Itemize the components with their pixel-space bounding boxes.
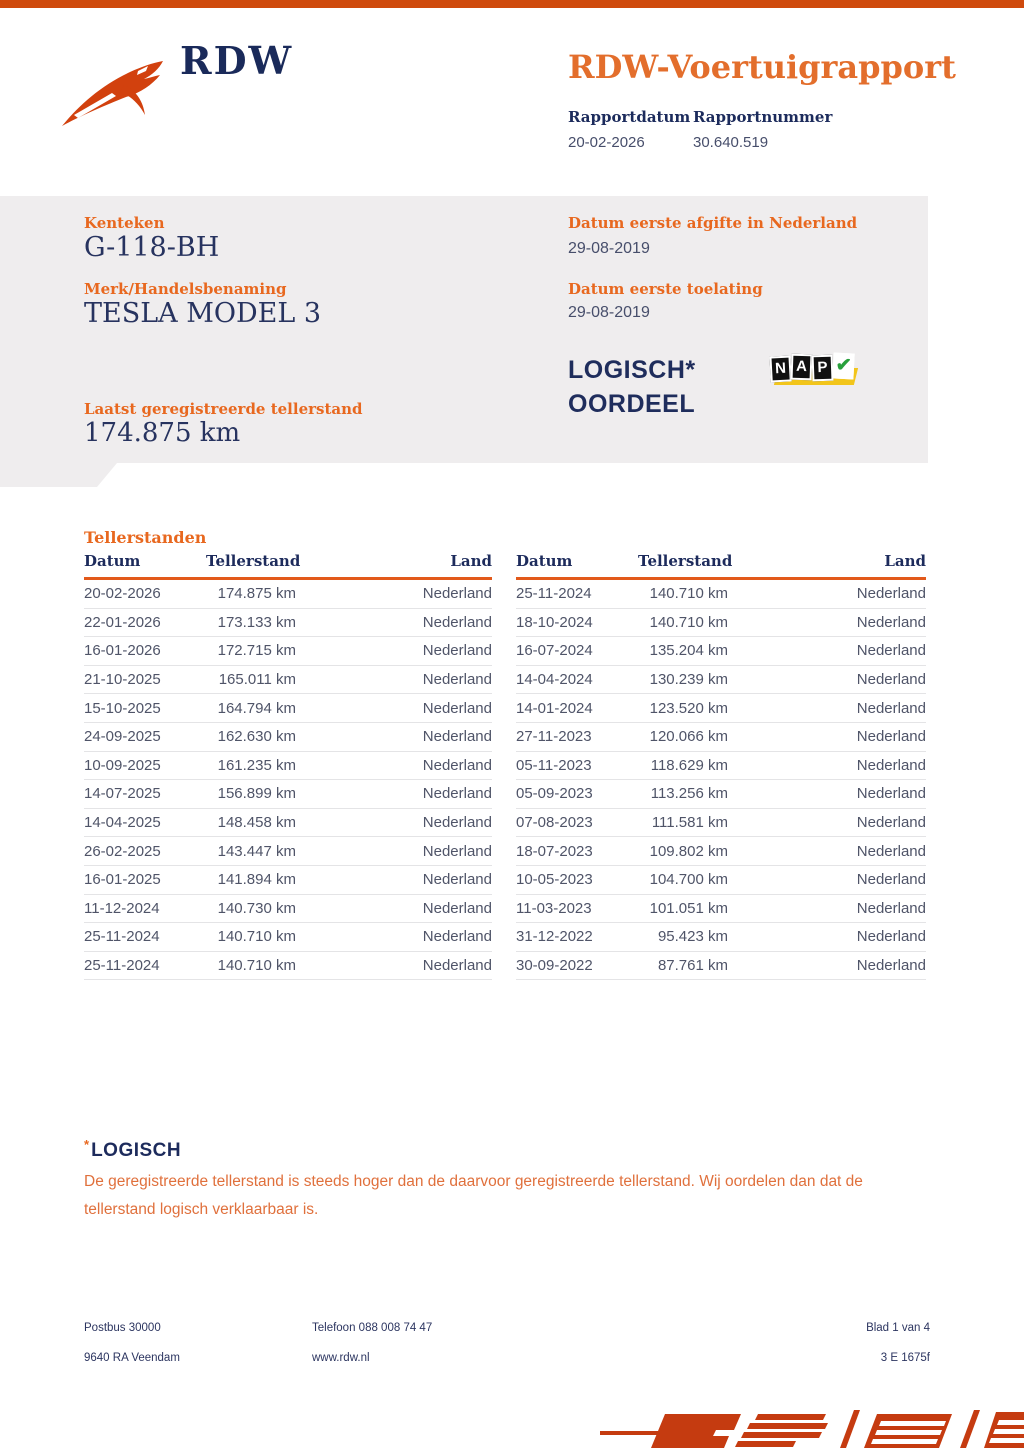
table-row [516, 923, 926, 952]
table-row [516, 694, 926, 723]
cell-datum: 21-10-2025 [84, 671, 161, 689]
cell-datum: 16-07-2024 [516, 642, 593, 660]
cell-land: Nederland [856, 957, 926, 975]
table-row [516, 780, 926, 809]
table-row [84, 609, 492, 638]
report-date-value: 20-02-2026 [568, 134, 645, 151]
cell-datum: 14-01-2024 [516, 699, 593, 717]
footer-phone: Telefoon 088 008 74 47 [312, 1322, 433, 1334]
note-body: De geregistreerde tellerstand is steeds hoger dan de daarvoor geregistreerde tellerstand. Wij oordelen dan dat de tellerstand logisch verklaarbaar is. [84, 1173, 863, 1218]
cell-tellerstand: 130.239 km [649, 671, 728, 689]
cell-land: Nederland [422, 671, 492, 689]
cell-land: Nederland [856, 871, 926, 889]
table-row [84, 952, 492, 981]
report-number-label: Rapportnummer [693, 108, 833, 126]
table-row [516, 952, 926, 981]
cell-land: Nederland [422, 642, 492, 660]
rdw-logo-text: RDW [180, 38, 294, 83]
cell-datum: 27-11-2023 [516, 728, 592, 746]
tellerstanden-table-right [516, 552, 926, 980]
cell-land: Nederland [422, 699, 492, 717]
cell-land: Nederland [856, 756, 926, 774]
table-row [516, 895, 926, 924]
cell-tellerstand: 148.458 km [217, 814, 296, 832]
cell-tellerstand: 123.520 km [649, 699, 728, 717]
cell-land: Nederland [422, 728, 492, 746]
cell-land: Nederland [856, 899, 926, 917]
cell-datum: 05-09-2023 [516, 785, 593, 803]
cell-datum: 15-10-2025 [84, 699, 161, 717]
report-number-value: 30.640.519 [693, 134, 769, 151]
table-row [84, 694, 492, 723]
cell-tellerstand: 164.794 km [217, 699, 296, 717]
cell-datum: 16-01-2026 [84, 642, 161, 660]
cell-land: Nederland [856, 642, 926, 660]
cell-tellerstand: 118.629 km [650, 756, 728, 774]
nap-logo [770, 352, 866, 394]
cell-datum: 25-11-2024 [516, 585, 592, 603]
cell-land: Nederland [422, 585, 492, 603]
cell-datum: 14-07-2025 [84, 785, 161, 803]
toelating-value: 29-08-2019 [568, 304, 650, 321]
cell-land: Nederland [422, 928, 492, 946]
cell-tellerstand: 140.710 km [649, 613, 728, 631]
cell-tellerstand: 174.875 km [217, 585, 296, 603]
cell-datum: 24-09-2025 [84, 728, 161, 746]
cell-datum: 26-02-2025 [84, 842, 161, 860]
cell-land: Nederland [856, 699, 926, 717]
afgifte-value: 29-08-2019 [568, 240, 650, 257]
nap-letter-p: P [812, 355, 834, 382]
table-row [84, 752, 492, 781]
laatste-tellerstand-label: Laatst geregistreerde tellerstand [84, 400, 363, 418]
header-datum: Datum [84, 552, 141, 570]
note-asterisk: * [84, 1137, 90, 1152]
table-row [516, 866, 926, 895]
cell-tellerstand: 141.894 km [217, 871, 296, 889]
table-row [84, 837, 492, 866]
table-row [84, 895, 492, 924]
table-row [84, 666, 492, 695]
cell-tellerstand: 135.204 km [649, 642, 728, 660]
cell-tellerstand: 140.710 km [649, 585, 728, 603]
table-row [516, 637, 926, 666]
table-row [516, 723, 926, 752]
table-row [84, 809, 492, 838]
cell-land: Nederland [856, 842, 926, 860]
note-title: LOGISCH [91, 1140, 182, 1161]
cell-datum: 05-11-2023 [516, 756, 592, 774]
cell-land: Nederland [856, 814, 926, 832]
cell-land: Nederland [422, 756, 492, 774]
cell-land: Nederland [422, 785, 492, 803]
tellerstanden-section-title: Tellerstanden [84, 528, 207, 547]
cell-tellerstand: 156.899 km [217, 785, 296, 803]
cell-tellerstand: 143.447 km [217, 842, 296, 860]
table-row [516, 752, 926, 781]
table-row [84, 923, 492, 952]
merk-value: TESLA MODEL 3 [84, 298, 322, 329]
cell-datum: 11-12-2024 [84, 899, 160, 917]
footer-page-number: Blad 1 van 4 [866, 1322, 930, 1334]
kenteken-value: G-118-BH [84, 232, 220, 263]
cell-tellerstand: 120.066 km [649, 728, 728, 746]
cell-land: Nederland [856, 671, 926, 689]
cell-land: Nederland [422, 899, 492, 917]
nap-check-icon: ✔ [832, 352, 854, 379]
header-datum: Datum [516, 552, 573, 570]
cell-datum: 07-08-2023 [516, 814, 593, 832]
cell-datum: 18-07-2023 [516, 842, 593, 860]
oordeel-line2: OORDEEL [568, 390, 696, 418]
cell-tellerstand: 101.051 km [649, 899, 728, 917]
cell-datum: 20-02-2026 [84, 585, 161, 603]
rdw-logo-icon [58, 52, 170, 130]
cell-land: Nederland [422, 814, 492, 832]
tellerstanden-table-left [84, 552, 492, 980]
table-row [516, 609, 926, 638]
cell-tellerstand: 172.715 km [217, 642, 296, 660]
oordeel-line1: LOGISCH* [568, 356, 696, 384]
cell-datum: 25-11-2024 [84, 928, 160, 946]
note-heading [84, 1137, 181, 1162]
report-date-label: Rapportdatum [568, 108, 691, 126]
table-row [516, 580, 926, 609]
cell-datum: 30-09-2022 [516, 957, 593, 975]
table-row [84, 637, 492, 666]
afgifte-label: Datum eerste afgifte in Nederland [568, 214, 858, 232]
toelating-label: Datum eerste toelating [568, 280, 763, 298]
table-row [84, 580, 492, 609]
header-tellerstand: Tellerstand [206, 552, 301, 570]
cell-land: Nederland [422, 613, 492, 631]
cell-land: Nederland [856, 585, 926, 603]
cell-datum: 25-11-2024 [84, 957, 160, 975]
cell-land: Nederland [856, 785, 926, 803]
rdw-stripes-icon [588, 1402, 1024, 1449]
cell-tellerstand: 111.581 km [651, 814, 728, 832]
cell-tellerstand: 173.133 km [217, 613, 296, 631]
table-row [84, 780, 492, 809]
cell-land: Nederland [856, 613, 926, 631]
cell-datum: 14-04-2025 [84, 814, 161, 832]
cell-tellerstand: 140.710 km [217, 957, 296, 975]
header-land: Land [884, 552, 926, 570]
page-title: RDW-Voertuigrapport [568, 48, 956, 86]
table-header [84, 552, 492, 580]
cell-datum: 18-10-2024 [516, 613, 593, 631]
cell-tellerstand: 161.235 km [217, 756, 296, 774]
top-brand-bar [0, 0, 1024, 8]
cell-datum: 31-12-2022 [516, 928, 593, 946]
cell-tellerstand: 140.730 km [217, 899, 296, 917]
footer-form-code: 3 E 1675f [880, 1352, 930, 1364]
cell-tellerstand: 165.011 km [218, 671, 296, 689]
cell-tellerstand: 140.710 km [217, 928, 296, 946]
cell-land: Nederland [856, 928, 926, 946]
cell-tellerstand: 162.630 km [217, 728, 296, 746]
cell-tellerstand: 87.761 km [657, 957, 728, 975]
table-row [516, 809, 926, 838]
table-header [516, 552, 926, 580]
cell-datum: 10-09-2025 [84, 756, 161, 774]
cell-datum: 16-01-2025 [84, 871, 161, 889]
cell-datum: 14-04-2024 [516, 671, 593, 689]
header-land: Land [450, 552, 492, 570]
cell-datum: 10-05-2023 [516, 871, 593, 889]
table-row [516, 666, 926, 695]
cell-tellerstand: 109.802 km [649, 842, 728, 860]
cell-tellerstand: 113.256 km [650, 785, 728, 803]
footer-website: www.rdw.nl [312, 1352, 370, 1364]
cell-land: Nederland [422, 957, 492, 975]
merk-label: Merk/Handelsbenaming [84, 280, 287, 298]
cell-land: Nederland [422, 842, 492, 860]
cell-land: Nederland [422, 871, 492, 889]
nap-letter-n: N [769, 355, 791, 382]
table-row [84, 866, 492, 895]
footer-address-line1: Postbus 30000 [84, 1322, 161, 1334]
table-row [516, 837, 926, 866]
nap-letter-a: A [791, 354, 813, 381]
laatste-tellerstand-value: 174.875 km [84, 418, 241, 448]
cell-tellerstand: 95.423 km [657, 928, 728, 946]
header-tellerstand: Tellerstand [638, 552, 733, 570]
table-row [84, 723, 492, 752]
cell-land: Nederland [856, 728, 926, 746]
cell-datum: 11-03-2023 [516, 899, 592, 917]
footer-address-line2: 9640 RA Veendam [84, 1352, 180, 1364]
kenteken-label: Kenteken [84, 214, 165, 232]
cell-tellerstand: 104.700 km [649, 871, 728, 889]
cell-datum: 22-01-2026 [84, 613, 161, 631]
